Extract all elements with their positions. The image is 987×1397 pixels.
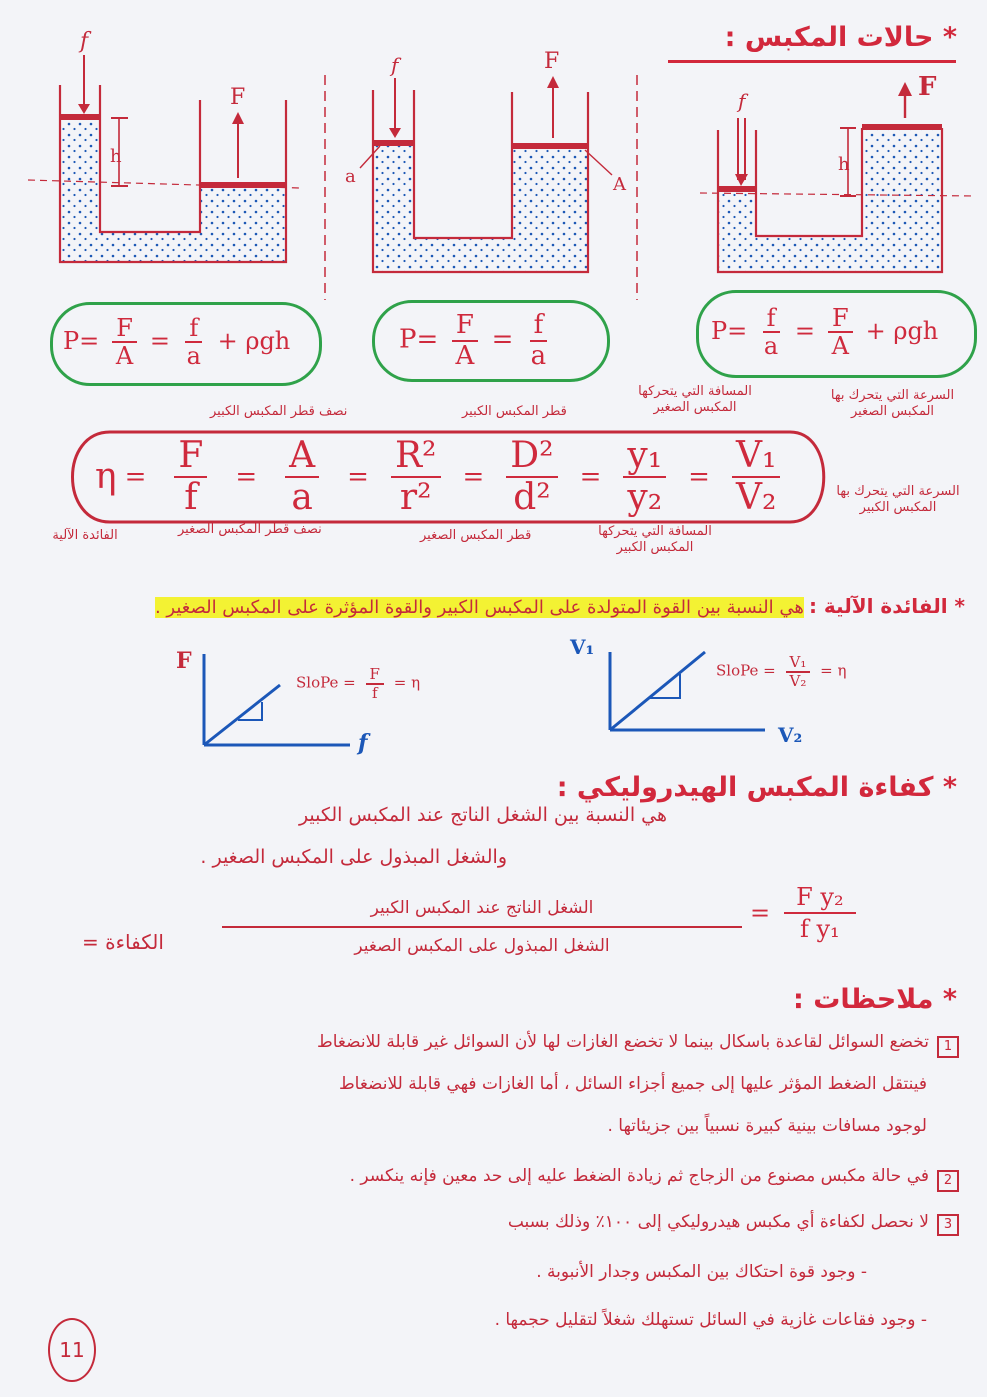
equals: = <box>462 461 485 492</box>
graph1-slope <box>296 666 420 701</box>
note-mechanical-advantage: الفائدة الآلية <box>52 528 118 543</box>
frac-num: F <box>112 315 137 343</box>
frac-num: D² <box>506 436 557 478</box>
equals: = <box>124 461 147 492</box>
graph1-x-label: f <box>358 730 368 756</box>
section-title-efficiency: * كفاءة المكبس الهيدروليكي : <box>556 772 957 803</box>
label-f-3: f <box>738 89 746 113</box>
eta-symbol: η <box>95 456 117 498</box>
graph2-y-label: V₁ <box>570 635 595 659</box>
frac-num: V₁ <box>732 436 780 478</box>
frac-num: f <box>763 305 780 333</box>
label-h-3: h <box>838 154 850 175</box>
formula-tail: + ρgh <box>217 326 291 355</box>
note-2-number: 2 <box>937 1170 959 1192</box>
label-f-2: f <box>391 53 399 77</box>
frac-den: d² <box>513 476 551 518</box>
frac-den: a <box>763 332 779 361</box>
label-f-1: f <box>80 29 89 54</box>
equals: = <box>491 324 514 355</box>
equals: = <box>347 461 369 492</box>
formula-p: P= <box>399 324 439 355</box>
frac-den: A <box>115 342 134 371</box>
slope-result: = η <box>393 673 421 692</box>
graph2-x-label: V₂ <box>778 723 803 747</box>
frac-den: a <box>530 340 547 371</box>
frac-num: R² <box>391 436 441 478</box>
label-h-1: h <box>110 146 122 167</box>
label-F-1: F <box>230 85 246 110</box>
frac-num: F y₂ <box>784 882 855 914</box>
equals: = <box>579 461 602 492</box>
frac-den: r² <box>399 476 432 518</box>
note-3-bullet-1: - وجود قوة احتكاك بين المكبس وجدار الأنبوبة . <box>536 1262 867 1282</box>
formula-p: P= <box>711 316 748 345</box>
graph-V1-V2 <box>569 635 802 747</box>
note-3-line-1: لا نحصل لكفاءة أي مكبس هيدروليكي إلى ١٠٠٪ وذلك بسبب <box>507 1212 929 1232</box>
frac-num: F <box>366 666 384 685</box>
label-F-2: F <box>544 49 560 74</box>
note-speed-small: السرعة التي يتحرك بها المكبس الصغير <box>830 388 955 419</box>
graph-F-f <box>176 648 371 756</box>
mech-adv-definition: هي النسبة بين القوة المتولدة على المكبس الكبير والقوة المؤثرة على المكبس الصغير . <box>154 597 804 618</box>
frac-den: f y₁ <box>799 915 840 944</box>
slope-label: SloPe = <box>716 661 776 680</box>
efficiency-def-2: والشغل المبذول على المكبس الصغير . <box>200 846 507 868</box>
equals: = <box>688 461 710 492</box>
frac-num: y₁ <box>623 436 666 478</box>
label-a-2: a <box>345 166 356 187</box>
frac-den: f <box>184 476 198 518</box>
frac-den: A <box>831 332 849 361</box>
efficiency-def-1: هي النسبة بين الشغل الناتج عند المكبس الكبير <box>298 804 667 826</box>
efficiency-fraction <box>222 898 742 956</box>
mech-adv-title: * الفائدة الآلية : <box>808 594 965 618</box>
frac-den: a <box>186 342 201 371</box>
slope-label: SloPe = <box>296 673 356 692</box>
note-1-line-1: تخضع السوائل لقاعدة باسكال بينما لا تخضع الغازات لها لأن السوائل غير قابلة للانضغاط <box>317 1032 929 1052</box>
slope-result: = η <box>820 661 847 680</box>
graph1-y-label: F <box>176 648 192 674</box>
efficiency-numerator: الشغل الناتج عند المكبس الكبير <box>370 898 594 918</box>
section-title-notes: * ملاحظات : <box>793 984 957 1015</box>
note-radius-big: نصف قطر المكبس الكبير <box>210 404 348 419</box>
slope-graphs <box>0 630 987 760</box>
equals: = <box>149 326 170 355</box>
efficiency-lhs: الكفاءة = <box>82 930 164 954</box>
label-A-2: A <box>613 174 626 195</box>
frac-den: V₂ <box>789 671 807 690</box>
frac-num: F <box>828 305 853 333</box>
equals: = <box>750 899 771 928</box>
frac-num: f <box>530 311 548 342</box>
note-speed-big: السرعة التي يتحرك بها المكبس الكبير <box>836 484 960 515</box>
note-1-number: 1 <box>937 1036 959 1058</box>
label-F-3: F <box>918 72 937 102</box>
note-1-line-3: لوجود مسافات بينية كبيرة نسبياً بين جزيئاتها . <box>607 1116 927 1136</box>
section-title-press-cases: * حالات المكبس : <box>724 22 957 53</box>
note-3-number: 3 <box>937 1214 959 1236</box>
note-diameter-small: قطر المكبس الصغير <box>420 528 532 543</box>
efficiency-denominator: الشغل المبذول على المكبس الصغير <box>354 936 610 956</box>
note-diameter-big: قطر المكبس الكبير <box>462 404 567 419</box>
formula-tail: + ρgh <box>865 316 939 345</box>
page-number: 11 <box>48 1318 96 1382</box>
frac-den: y₂ <box>627 476 663 518</box>
graph2-slope <box>716 654 847 689</box>
main-formula <box>95 436 794 517</box>
note-distance-small: المسافة التي يتحركها المكبس الصغير <box>638 384 752 415</box>
frac-num: F <box>452 311 478 342</box>
fraction-bar <box>222 926 742 928</box>
efficiency-rhs <box>750 882 861 945</box>
frac-den: V₂ <box>735 476 777 518</box>
frac-num: F <box>174 436 207 478</box>
frac-num: V₁ <box>786 654 811 673</box>
frac-den: A <box>455 340 475 371</box>
note-distance-big: المسافة التي يتحركها المكبس الكبير <box>598 524 712 555</box>
frac-num: f <box>185 315 202 343</box>
frac-den: a <box>291 476 313 518</box>
formula-p: P= <box>63 326 100 355</box>
equals: = <box>235 461 258 492</box>
note-2-line-1: في حالة مكبس مصنوع من الزجاج ثم زيادة الضغط عليه إلى حد معين فإنه ينكسر . <box>349 1166 929 1186</box>
note-radius-small: نصف قطر المكبس الصغير <box>178 522 322 537</box>
note-3-bullet-2: - وجود فقاعات غازية في السائل تستهلك شغلاً لتقليل حجمها . <box>494 1310 927 1330</box>
frac-den: f <box>371 683 378 702</box>
mechanical-advantage-def <box>45 588 965 626</box>
frac-num: A <box>285 436 319 478</box>
equals: = <box>794 316 815 345</box>
note-1-line-2: فينتقل الضغط المؤثر عليها إلى جميع أجزاء السائل ، أما الغازات فهي قابلة للانضغاط <box>338 1074 927 1094</box>
